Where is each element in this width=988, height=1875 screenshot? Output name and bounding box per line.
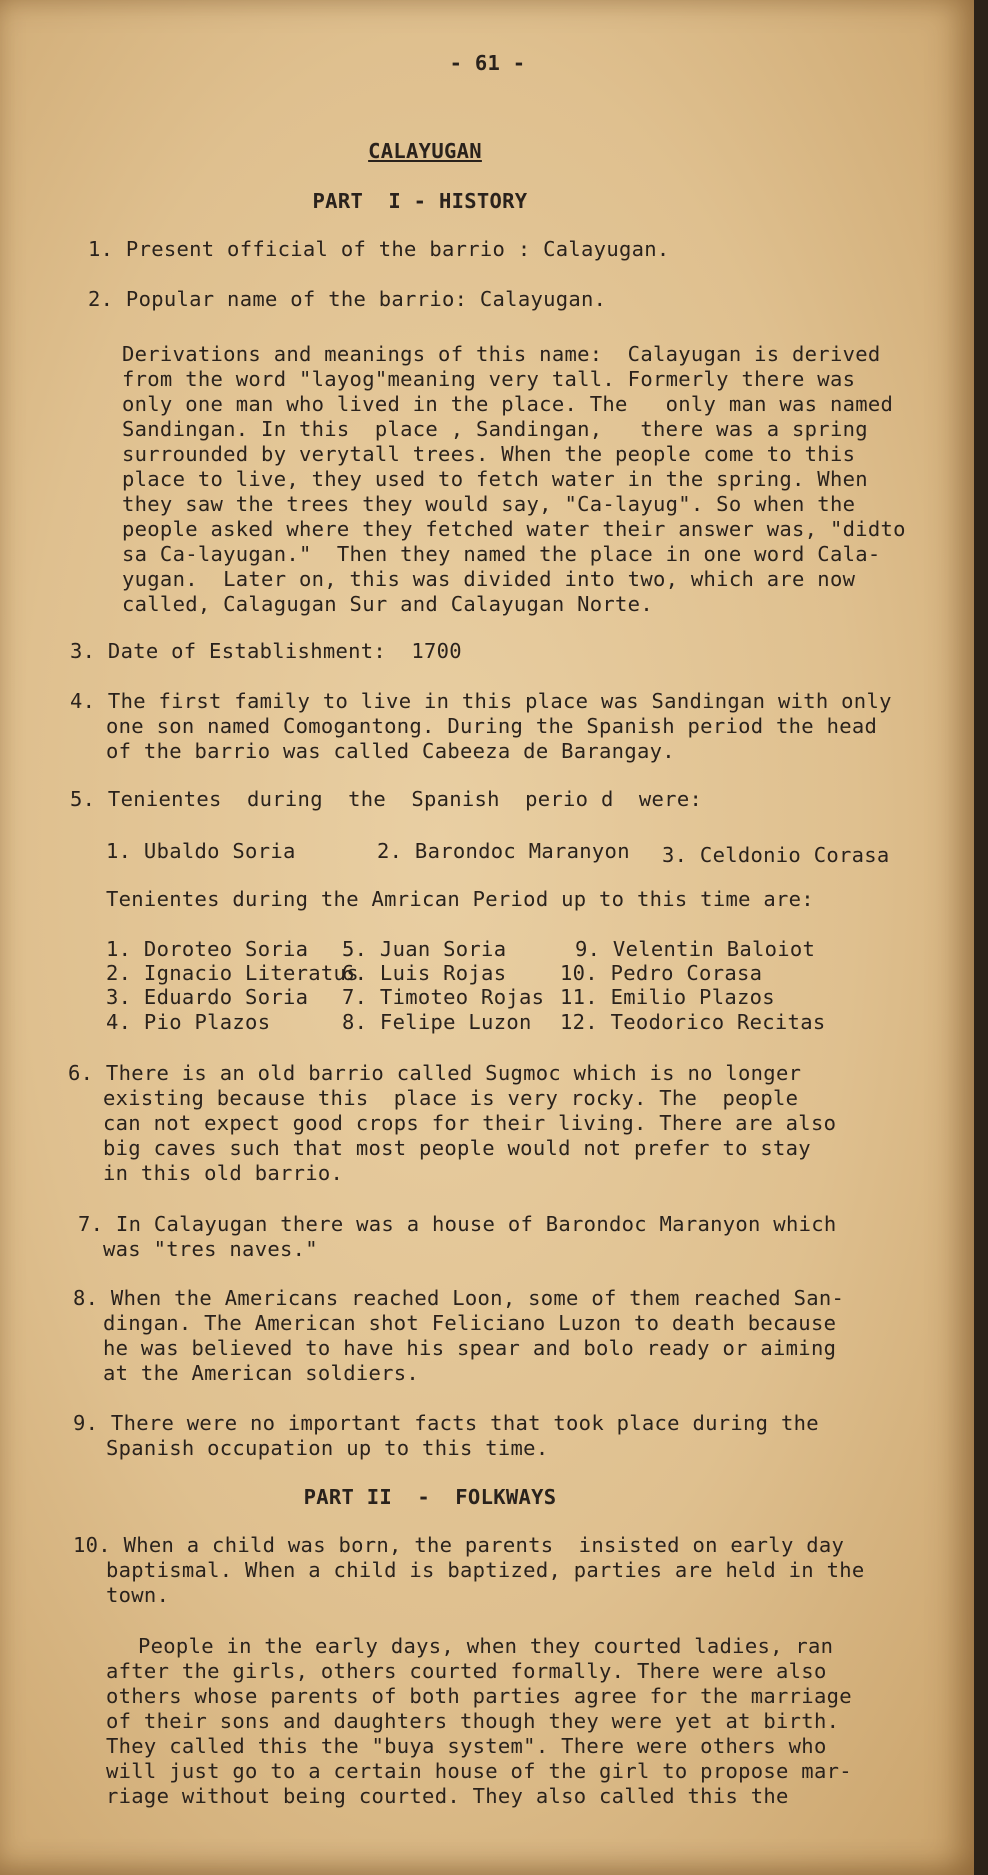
- list-item: 4. Pio Plazos: [106, 1010, 271, 1034]
- text-line: baptismal. When a child is baptized, parties are held in the: [106, 1558, 865, 1582]
- text-line: Sandingan. In this place , Sandingan, there was a spring: [122, 417, 868, 441]
- text-line: people asked where they fetched water their answer was, "didto: [122, 517, 906, 541]
- text-line: in this old barrio.: [103, 1161, 344, 1185]
- text-line: 8. When the Americans reached Loon, some of them reached San-: [73, 1286, 845, 1310]
- text-line: sa Ca-layugan." Then they named the place in one word Cala-: [122, 542, 881, 566]
- text-line: one son named Comogantong. During the Spanish period the head: [106, 714, 878, 738]
- list-item: 1. Doroteo Soria: [106, 937, 309, 961]
- text-line: at the American soldiers.: [103, 1361, 420, 1385]
- item-3: 3. Date of Establishment: 1700: [70, 639, 462, 663]
- text-line: was "tres naves.": [103, 1237, 318, 1261]
- text-line: People in the early days, when they courted ladies, ran: [138, 1634, 834, 1658]
- list-item: 11. Emilio Plazos: [560, 985, 775, 1009]
- list-item: 3. Eduardo Soria: [106, 985, 309, 1009]
- list-item: 2. Ignacio Literatus: [106, 961, 359, 985]
- page-number: - 61 -: [449, 51, 526, 75]
- list-item: 1. Ubaldo Soria: [106, 839, 296, 863]
- text-line: 10. When a child was born, the parents insisted on early day: [73, 1533, 845, 1557]
- list-item: 7. Timoteo Rojas: [342, 985, 545, 1009]
- text-line: called, Calagugan Sur and Calayugan Norte.: [122, 592, 653, 616]
- text-line: only one man who lived in the place. The only man was named: [122, 392, 894, 416]
- text-line: after the girls, others courted formally. There were also: [106, 1659, 827, 1683]
- list-item: 5. Juan Soria: [342, 937, 507, 961]
- text-line: town.: [106, 1583, 170, 1607]
- text-line: can not expect good crops for their living. There are also: [103, 1111, 837, 1135]
- list-item: 8. Felipe Luzon: [342, 1010, 532, 1034]
- text-line: he was believed to have his spear and bolo ready or aiming: [103, 1336, 837, 1360]
- text-line: Derivations and meanings of this name: Calayugan is derived: [122, 342, 881, 366]
- part-two-heading: PART II - FOLKWAYS: [303, 1485, 557, 1509]
- text-line: others whose parents of both parties agree for the marriage: [106, 1684, 852, 1708]
- text-line: 7. In Calayugan there was a house of Barondoc Maranyon which: [78, 1212, 837, 1236]
- american-period-heading: Tenientes during the Amrican Period up to this time are:: [106, 887, 814, 911]
- part-one-heading: PART I - HISTORY: [312, 189, 528, 213]
- list-item: 6. Luis Rojas: [342, 961, 507, 985]
- list-item: 9. Velentin Baloiot: [575, 937, 816, 961]
- item-1: 1. Present official of the barrio : Calayugan.: [88, 237, 670, 261]
- text-line: 4. The first family to live in this place was Sandingan with only: [70, 689, 892, 713]
- item-2: 2. Popular name of the barrio: Calayugan.: [88, 287, 607, 311]
- text-line: surrounded by verytall trees. When the people come to this: [122, 442, 856, 466]
- list-item: 2. Barondoc Maranyon: [377, 839, 630, 863]
- text-line: 9. There were no important facts that took place during the: [73, 1411, 819, 1435]
- text-line: yugan. Later on, this was divided into two, which are now: [122, 567, 856, 591]
- document-title: CALAYUGAN: [368, 139, 482, 163]
- text-line: riage without being courted. They also called this the: [106, 1784, 789, 1808]
- text-line: of their sons and daughters though they were yet at birth.: [106, 1709, 840, 1733]
- text-line: Spanish occupation up to this time.: [106, 1436, 549, 1460]
- text-line: big caves such that most people would not prefer to stay: [103, 1136, 811, 1160]
- text-line: they saw the trees they would say, "Ca-layug". So when the: [122, 492, 856, 516]
- text-line: from the word "layog"meaning very tall. Formerly there was: [122, 367, 856, 391]
- text-line: They called this the "buya system". There were others who: [106, 1734, 827, 1758]
- list-item: 10. Pedro Corasa: [560, 961, 763, 985]
- page-edge: [974, 0, 988, 1875]
- list-item: 3. Celdonio Corasa: [662, 843, 890, 867]
- list-item: 12. Teodorico Recitas: [560, 1010, 826, 1034]
- text-line: of the barrio was called Cabeeza de Barangay.: [106, 739, 675, 763]
- text-line: existing because this place is very rocky. The people: [103, 1086, 799, 1110]
- text-line: will just go to a certain house of the girl to propose mar-: [106, 1759, 852, 1783]
- item-5: 5. Tenientes during the Spanish perio d were:: [70, 787, 703, 811]
- text-line: 6. There is an old barrio called Sugmoc which is no longer: [68, 1061, 802, 1085]
- text-line: place to live, they used to fetch water in the spring. When: [122, 467, 868, 491]
- text-line: dingan. The American shot Feliciano Luzon to death because: [103, 1311, 837, 1335]
